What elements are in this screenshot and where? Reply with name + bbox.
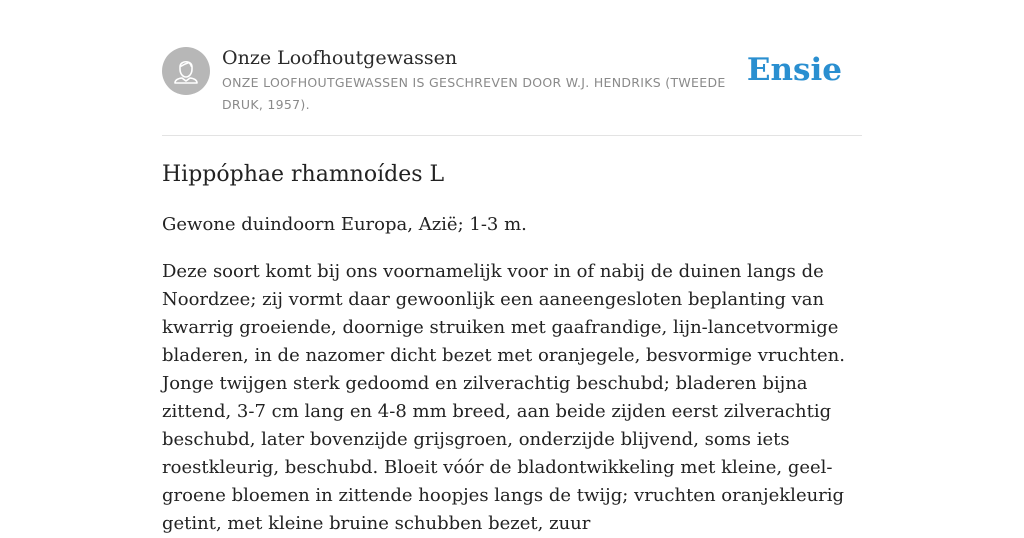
publication-title[interactable]: Onze Loofhoutgewassen <box>222 47 458 69</box>
article-body <box>162 160 862 538</box>
user-placeholder-icon[interactable] <box>162 47 210 95</box>
entry-paragraph: Deze soort komt bij ons voornamelijk voor in of nabij de duinen langs de Noordzee; zij vormt daar gewoonlijk een aaneengesloten beplanting van kwarrig groeiende, doornige struiken met gaafrandige, lijn-lancetvormige bladeren, in de nazomer dicht bezet met oranjegele, besvormige vruchten. Jonge twijgen sterk gedoomd en zilverachtig beschubd; bladeren bijna zittend, 3-7 cm lang en 4-8 mm breed, aan beide zijden eerst zilverachtig beschubd, later bovenzijde grijsgroen, onderzijde blijvend, soms iets roestkleurig, beschubd. Bloeit vóór de bladontwikkeling met kleine, geel-groene bloemen in zittende hoopjes langs de twijg; vruchten oranjekleurig getint, met kleine bruine schubben bezet, zuur <box>162 261 845 534</box>
entry-title: Hippóphae rhamnoídes L <box>162 162 445 187</box>
ensie-logo[interactable]: Ensie <box>746 52 842 88</box>
publication-description: ONZE LOOFHOUTGEWASSEN IS GESCHREVEN DOOR W.J. HENDRIKS (TWEEDE DRUK, 1957). <box>222 75 726 112</box>
entry-paragraph: Gewone duindoorn Europa, Azië; 1-3 m. <box>162 214 527 235</box>
publication-header <box>162 46 862 136</box>
